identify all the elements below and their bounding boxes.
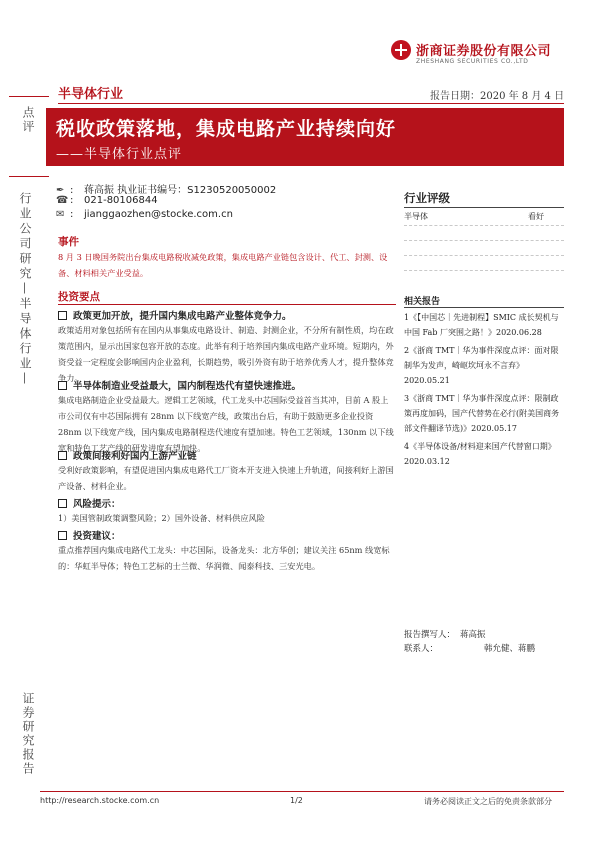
side-divider-mid xyxy=(9,176,49,177)
point-3-heading: 政策间接利好国内上游产业链 xyxy=(58,448,197,462)
report-writer-row xyxy=(404,628,486,640)
point-2-heading: 半导体制造业受益最大，国内制程迭代有望快速推进。 xyxy=(58,378,301,392)
points-heading: 投资要点 xyxy=(58,291,100,303)
rating-industry: 半导体 xyxy=(404,212,428,221)
dashed-divider xyxy=(404,240,564,241)
point-5-text: 重点推荐国内集成电路代工龙头：中芯国际，设备龙头：北方华创；建议关注 65nm 线宽标的：华虹半导体；特色工艺标的士兰微、华润微、闻泰科技、三安光电。 xyxy=(58,545,390,571)
phone-number: 021-80106844 xyxy=(84,195,158,206)
related-reports-title: 相关报告 xyxy=(404,297,441,307)
report-date: 报告日期：2020 年 8 月 4 日 xyxy=(430,91,565,102)
dashed-divider xyxy=(404,270,564,271)
footer-url-link[interactable]: http://research.stocke.com.cn xyxy=(40,796,160,805)
side-divider-top xyxy=(9,96,49,97)
contact-phone-row: ☎ : 021-80106844 xyxy=(56,195,158,206)
checkbox-square-icon xyxy=(58,499,67,508)
point-5-heading: 投资建议： xyxy=(58,528,121,542)
point-3-text: 受利好政策影响，有望促进国内集成电路代工厂资本开支进入快速上升轨道，间接利好上游国产设备、材料企业。 xyxy=(58,465,394,491)
related-report-item[interactable]: 3《浙商 TMT｜华为事件深度点评：限制政策再度加码，国产代替势在必行(附美国商务部文件翻译节选)》2020.05.17 xyxy=(404,394,560,433)
report-subtitle: ——半导体行业点评 xyxy=(56,147,183,162)
related-report-item[interactable]: 1《【中国芯｜先进制程】SMIC 成长契机与中国 Fab 厂突围之路！》2020.06.28 xyxy=(404,313,559,337)
company-name-cn: 浙商证券股份有限公司 xyxy=(416,44,552,59)
checkbox-square-icon xyxy=(58,381,67,390)
dashed-divider xyxy=(404,255,564,256)
writer-name: 蒋高振 xyxy=(460,630,486,640)
company-name-en: ZHESHANG SECURITIES CO.,LTD xyxy=(416,58,529,65)
industry-tag: 半导体行业 xyxy=(58,87,124,102)
email-address: jianggaozhen@stocke.com.cn xyxy=(84,209,233,220)
report-title: 税收政策落地，集成电路产业持续向好 xyxy=(56,118,397,140)
company-logo-icon xyxy=(391,40,411,60)
writer-label: 报告撰写人： xyxy=(404,630,456,640)
point-4-heading: 风险提示： xyxy=(58,496,121,510)
side-label-bottom: 证券研究报告 xyxy=(21,692,35,776)
point-1-heading: 政策更加开放，提升国内集成电路产业整体竞争力。 xyxy=(58,308,292,322)
event-text: 8 月 3 日晚国务院出台集成电路税收减免政策，集成电路产业链包含设计、代工、封测、设备、材料相关产业受益。 xyxy=(58,252,388,278)
footer-disclaimer: 请务必阅读正文之后的免责条款部分 xyxy=(424,797,552,806)
checkbox-square-icon xyxy=(58,311,67,320)
related-report-item[interactable]: 4《半导体设备/材料迎来国产代替窗口期》2020.03.12 xyxy=(404,442,556,466)
point-1-text: 政策适用对象包括所有在国内从事集成电路设计、制造、封测企业，不分所有制性质，均在政策范围内，显示出国家包容开放的态度。此举有利于培养国内集成电路产业环境。短期内，外资受益一定程度会影响国内企业盈利，长期趋势，吸引外资有助于培养优秀人才，提升整体竞争力。 xyxy=(58,325,394,383)
related-report-item[interactable]: 2《浙商 TMT｜华为事件深度点评：面对限制华为发声，崎岖坎坷永不言弃》2020.05.21 xyxy=(404,346,559,385)
checkbox-square-icon xyxy=(58,451,67,460)
related-reports-list xyxy=(404,310,566,472)
related-rule xyxy=(404,307,564,308)
rating-title: 行业评级 xyxy=(404,191,450,205)
rating-rule xyxy=(404,207,564,208)
contact-names: 韩允健、蒋鹏 xyxy=(484,644,536,654)
contact-label: 联系人： xyxy=(404,644,439,654)
author-line: 蒋高振 执业证书编号：S1230520050002 xyxy=(84,185,277,196)
checkbox-square-icon xyxy=(58,531,67,540)
phone-icon: ☎ xyxy=(56,195,69,206)
event-heading: 事件 xyxy=(58,236,79,248)
contact-email-row: ✉ : jianggaozhen@stocke.com.cn xyxy=(56,209,233,220)
points-rule xyxy=(58,304,396,305)
footer-rule xyxy=(40,791,564,792)
contact-person-row xyxy=(404,642,535,654)
rating-value: 看好 xyxy=(528,212,544,221)
header-rule xyxy=(58,103,564,104)
side-label-middle: 行业公司研究—半导体行业— xyxy=(18,192,32,387)
pen-icon: ✒ xyxy=(56,185,65,196)
dashed-divider xyxy=(404,225,564,226)
contact-author-row: ✒ : 蒋高振 执业证书编号：S1230520050002 xyxy=(56,185,277,196)
point-2-text: 集成电路制造企业受益最大。逻辑工艺领域，代工龙头中芯国际受益首当其冲，目前 A 股上市公司仅有中芯国际拥有 28nm 以下线宽产线，政策出台后，有助于鼓励更多企业投资 28nm 以下线宽产线，国内集成电路制程迭代速度有望加速。特色工艺领域，130nm 以下线宽和特色工艺产线的研发进度有望加快。 xyxy=(58,395,394,453)
side-label-top: 点评 xyxy=(21,106,35,134)
mail-icon: ✉ xyxy=(56,209,65,220)
point-4-text: 1）美国管制政策调整风险；2）国外设备、材料供应风险 xyxy=(58,513,265,523)
page-number: 1/2 xyxy=(290,796,303,805)
